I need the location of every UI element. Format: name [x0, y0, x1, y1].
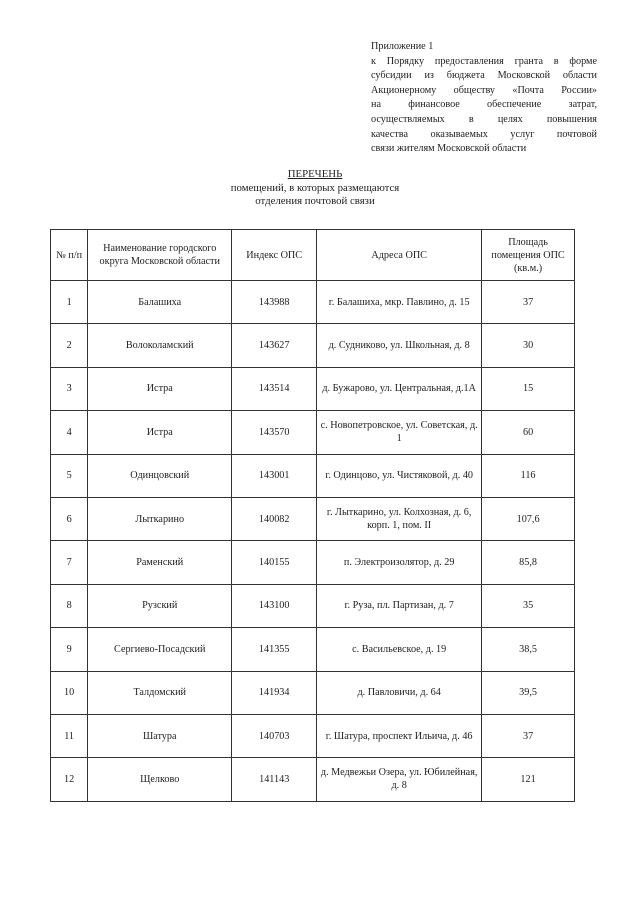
cell-index: 141934	[232, 671, 317, 714]
cell-district: Шатура	[88, 714, 232, 757]
table-row	[51, 497, 575, 540]
cell-area: 35	[482, 584, 575, 627]
cell-num: 10	[51, 671, 88, 714]
cell-address: г. Одинцово, ул. Чистяковой, д. 40	[317, 454, 482, 497]
cell-address: д. Бужарово, ул. Центральная, д.1А	[317, 367, 482, 410]
cell-address: г. Шатура, проспект Ильича, д. 46	[317, 714, 482, 757]
cell-district: Рузский	[88, 584, 232, 627]
cell-num: 9	[51, 628, 88, 671]
cell-address: п. Электроизолятор, д. 29	[317, 541, 482, 584]
cell-num: 2	[51, 324, 88, 367]
table-row	[51, 281, 575, 324]
cell-area: 37	[482, 281, 575, 324]
cell-district: Балашиха	[88, 281, 232, 324]
cell-num: 8	[51, 584, 88, 627]
table-row	[51, 628, 575, 671]
cell-num: 7	[51, 541, 88, 584]
cell-district: Лыткарино	[88, 497, 232, 540]
document-subtitle: помещений, в которых размещаются	[230, 181, 400, 194]
cell-area: 15	[482, 367, 575, 410]
table-row	[51, 758, 575, 801]
cell-address: д. Судниково, ул. Школьная, д. 8	[317, 324, 482, 367]
cell-area: 107,6	[482, 497, 575, 540]
cell-num: 3	[51, 367, 88, 410]
cell-area: 85,8	[482, 541, 575, 584]
cell-district: Талдомский	[88, 671, 232, 714]
cell-district: Волоколамский	[88, 324, 232, 367]
cell-address: с. Васильевское, д. 19	[317, 628, 482, 671]
appendix-line: к Порядку предоставления гранта в форме	[371, 55, 597, 67]
appendix-line: связи жителям Московской области	[371, 143, 527, 155]
appendix-line: качества оказываемых услуг почтовой	[371, 128, 597, 140]
cell-address: г. Балашиха, мкр. Павлино, д. 15	[317, 281, 482, 324]
document-title: ПЕРЕЧЕНЬ	[287, 168, 343, 180]
document-heading	[220, 168, 410, 209]
table-header-row	[51, 230, 575, 281]
cell-district: Щелково	[88, 758, 232, 801]
cell-address: д. Медвежьи Озера, ул. Юбилейная, д. 8	[317, 758, 482, 801]
cell-area: 121	[482, 758, 575, 801]
table-row	[51, 714, 575, 757]
appendix-line: Приложение 1	[371, 41, 434, 52]
cell-num: 12	[51, 758, 88, 801]
table-row	[51, 584, 575, 627]
document-subtitle: отделения почтовой связи	[255, 195, 375, 208]
appendix-line: Акционерному обществу «Почта России»	[371, 84, 597, 96]
cell-index: 140703	[232, 714, 317, 757]
cell-index: 143988	[232, 281, 317, 324]
cell-index: 143514	[232, 367, 317, 410]
cell-area: 38,5	[482, 628, 575, 671]
table-row	[51, 541, 575, 584]
post-offices-table	[50, 229, 575, 802]
cell-district: Одинцовский	[88, 454, 232, 497]
table-row	[51, 454, 575, 497]
cell-index: 141355	[232, 628, 317, 671]
cell-address: г. Руза, пл. Партизан, д. 7	[317, 584, 482, 627]
header-index: Индекс ОПС	[232, 230, 317, 281]
cell-index: 140155	[232, 541, 317, 584]
cell-num: 1	[51, 281, 88, 324]
cell-address: с. Новопетровское, ул. Советская, д. 1	[317, 411, 482, 454]
cell-index: 143100	[232, 584, 317, 627]
header-num: № п/п	[51, 230, 88, 281]
cell-num: 4	[51, 411, 88, 454]
cell-area: 37	[482, 714, 575, 757]
table-row	[51, 367, 575, 410]
table-row	[51, 411, 575, 454]
cell-district: Сергиево-Посадский	[88, 628, 232, 671]
header-district: Наименование городского округа Московской области	[88, 230, 232, 281]
cell-district: Истра	[88, 367, 232, 410]
cell-area: 60	[482, 411, 575, 454]
cell-district: Истра	[88, 411, 232, 454]
appendix-line: субсидии из бюджета Московской области	[371, 70, 597, 82]
table-row	[51, 324, 575, 367]
cell-address: г. Лыткарино, ул. Колхозная, д. 6, корп. 1, пом. II	[317, 497, 482, 540]
cell-index: 140082	[232, 497, 317, 540]
cell-index: 141143	[232, 758, 317, 801]
cell-district: Раменский	[88, 541, 232, 584]
cell-area: 39,5	[482, 671, 575, 714]
cell-index: 143627	[232, 324, 317, 367]
cell-area: 30	[482, 324, 575, 367]
cell-index: 143001	[232, 454, 317, 497]
appendix-note	[371, 40, 597, 157]
cell-area: 116	[482, 454, 575, 497]
header-address: Адреса ОПС	[317, 230, 482, 281]
cell-address: д. Павловичи, д. 64	[317, 671, 482, 714]
cell-num: 11	[51, 714, 88, 757]
cell-index: 143570	[232, 411, 317, 454]
appendix-line: осуществляемых в целях повышения	[371, 113, 597, 125]
cell-num: 5	[51, 454, 88, 497]
table-row	[51, 671, 575, 714]
cell-num: 6	[51, 497, 88, 540]
header-area: Площадь помещения ОПС (кв.м.)	[482, 230, 575, 281]
appendix-line: на финансовое обеспечение затрат,	[371, 99, 597, 111]
